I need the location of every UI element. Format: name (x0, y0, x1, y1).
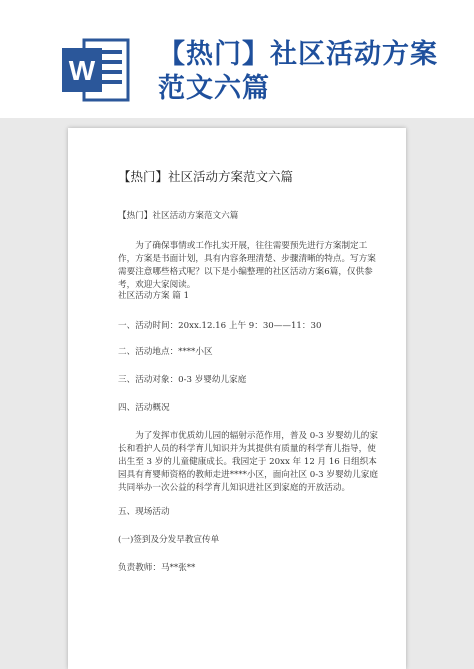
page-title (158, 38, 458, 106)
list-item: 五、现场活动 (118, 507, 170, 517)
section-title: 社区活动方案 篇 1 (118, 291, 190, 301)
list-item: 三、活动对象：0-3 岁婴幼儿家庭 (118, 375, 247, 385)
title-line-1: 【热门】社区活动方案 (158, 39, 438, 70)
intro-paragraph: 为了确保事情或工作扎实开展，往往需要预先进行方案制定工作，方案是书面计划，具有内容条理清楚、步骤清晰的特点。写方案需要注意哪些格式呢？以下是小编整理的社区活动方案6篇，仅供参考，欢迎大家阅读。 (118, 241, 376, 290)
teacher-line: 负责教师：马**张** (118, 563, 196, 573)
document-subheading: 【热门】社区活动方案范文六篇 (118, 211, 239, 221)
list-item: 二、活动地点：****小区 (118, 347, 213, 357)
sub-item: (一)签到及分发早教宣传单 (118, 535, 220, 545)
title-line-2: 范文六篇 (158, 73, 270, 104)
overview-paragraph: 为了发挥市优质幼儿园的辐射示范作用，普及 0-3 岁婴幼儿的家长和看护人员的科学育儿知识并为其提供有质量的科学育儿指导，使出生至 3 岁的儿童健康成长。我园定于 20xx 年 12 月 16 日组织本园具有育婴师资格的教师走进****小区，面向社区 0-3 岁婴幼儿家庭共同举办一次公益的科学育儿知识进社区到家庭的开放活动。 (118, 431, 378, 493)
list-item: 一、活动时间：20xx.12.16 上午 9：30——11：30 (118, 321, 322, 331)
word-document-icon (62, 38, 132, 102)
document-heading: 【热门】社区活动方案范文六篇 (118, 169, 294, 184)
svg-text:W: W (68, 55, 96, 86)
list-item: 四、活动概况 (118, 403, 170, 413)
